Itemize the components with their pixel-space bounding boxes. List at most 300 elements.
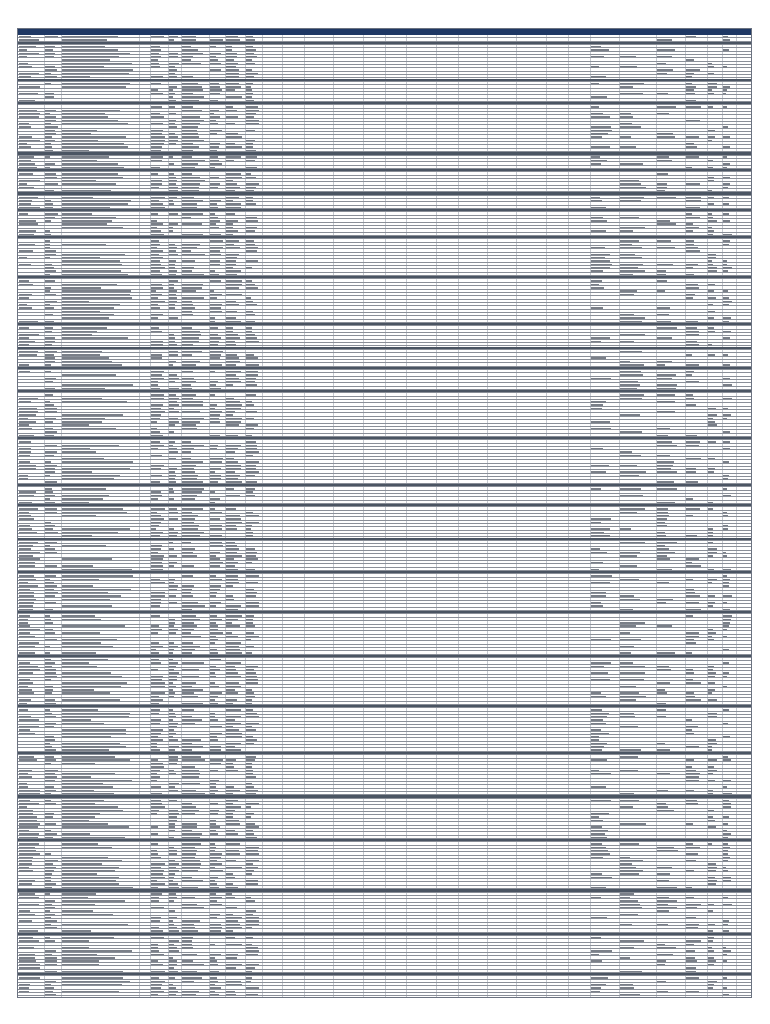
cell-text-placeholder (19, 327, 29, 329)
cell-text-placeholder (62, 813, 101, 815)
cell-text-placeholder (246, 558, 257, 560)
cell-text-placeholder (657, 960, 666, 962)
cell-text-placeholder (182, 314, 192, 316)
cell-text-placeholder (246, 830, 253, 832)
cell-text-placeholder (226, 820, 238, 822)
cell-text-placeholder (182, 532, 203, 534)
cell-text-placeholder (708, 987, 713, 989)
cell-text-placeholder (657, 455, 671, 457)
cell-text-placeholder (246, 689, 252, 691)
cell-text-placeholder (246, 86, 251, 88)
cell-text-placeholder (19, 284, 33, 286)
cell-text-placeholder (169, 666, 176, 668)
cell-text-placeholder (620, 240, 639, 242)
cell-text-placeholder (210, 468, 221, 470)
cell-text-placeholder (151, 803, 162, 805)
cell-text-placeholder (169, 317, 178, 319)
cell-text-placeholder (182, 398, 192, 400)
cell-text-placeholder (708, 270, 717, 272)
cell-text-placeholder (723, 780, 732, 782)
cell-text-placeholder (246, 100, 254, 102)
cell-text-placeholder (246, 200, 253, 202)
cell-text-placeholder (246, 177, 256, 179)
cell-text-placeholder (182, 213, 202, 215)
cell-text-placeholder (226, 327, 233, 329)
cell-text-placeholder (182, 146, 199, 148)
cell-text-placeholder (657, 190, 665, 192)
cell-text-placeholder (182, 960, 192, 962)
cell-text-placeholder (45, 250, 57, 252)
cell-text-placeholder (62, 619, 102, 621)
cell-text-placeholder (226, 334, 238, 336)
cell-text-placeholder (169, 562, 177, 564)
cell-text-placeholder (591, 264, 612, 266)
cell-text-placeholder (182, 676, 199, 678)
cell-text-placeholder (151, 793, 162, 795)
cell-text-placeholder (169, 287, 174, 289)
cell-text-placeholder (210, 481, 219, 483)
cell-text-placeholder (169, 595, 175, 597)
cell-text-placeholder (151, 646, 163, 648)
cell-text-placeholder (19, 646, 35, 648)
cell-text-placeholder (226, 605, 240, 607)
cell-text-placeholder (226, 743, 241, 745)
cell-text-placeholder (19, 893, 35, 895)
cell-text-placeholder (723, 260, 728, 262)
cell-text-placeholder (657, 548, 670, 550)
cell-text-placeholder (151, 287, 163, 289)
cell-text-placeholder (45, 716, 56, 718)
cell-text-placeholder (45, 589, 54, 591)
cell-text-placeholder (246, 217, 257, 219)
cell-text-placeholder (151, 780, 157, 782)
cell-text-placeholder (182, 682, 196, 684)
cell-text-placeholder (723, 977, 727, 979)
cell-text-placeholder (19, 408, 37, 410)
cell-text-placeholder (708, 267, 717, 269)
cell-text-placeholder (686, 230, 693, 232)
cell-text-placeholder (686, 759, 694, 761)
cell-text-placeholder (686, 726, 698, 728)
cell-text-placeholder (657, 652, 675, 654)
cell-text-placeholder (19, 307, 32, 309)
cell-text-placeholder (708, 552, 717, 554)
cell-text-placeholder (210, 116, 220, 118)
cell-text-placeholder (169, 816, 177, 818)
cell-text-placeholder (210, 857, 222, 859)
cell-text-placeholder (182, 743, 192, 745)
cell-text-placeholder (45, 987, 54, 989)
cell-text-placeholder (210, 150, 218, 152)
cell-text-placeholder (210, 89, 222, 91)
cell-text-placeholder (246, 327, 252, 329)
cell-text-placeholder (226, 803, 232, 805)
cell-text-placeholder (169, 361, 176, 363)
cell-text-placeholder (182, 652, 192, 654)
cell-text-placeholder (45, 508, 58, 510)
cell-text-placeholder (62, 897, 89, 899)
cell-text-placeholder (686, 579, 693, 581)
cell-text-placeholder (62, 873, 98, 875)
cell-text-placeholder (246, 977, 252, 979)
cell-text-placeholder (620, 264, 643, 266)
cell-text-placeholder (686, 227, 699, 229)
cell-text-placeholder (708, 424, 717, 426)
cell-text-placeholder (45, 867, 56, 869)
cell-text-placeholder (708, 471, 714, 473)
cell-text-placeholder (620, 800, 639, 802)
cell-text-placeholder (169, 270, 177, 272)
cell-text-placeholder (620, 555, 637, 557)
cell-text-placeholder (182, 803, 191, 805)
cell-text-placeholder (62, 384, 133, 386)
cell-text-placeholder (62, 558, 113, 560)
cell-text-placeholder (19, 699, 31, 701)
cell-text-placeholder (151, 173, 158, 175)
cell-text-placeholder (19, 465, 36, 467)
cell-text-placeholder (45, 421, 53, 423)
cell-text-placeholder (151, 515, 161, 517)
cell-text-placeholder (182, 327, 192, 329)
cell-text-placeholder (169, 441, 175, 443)
cell-text-placeholder (708, 950, 714, 952)
cell-text-placeholder (620, 257, 642, 259)
cell-text-placeholder (45, 394, 53, 396)
cell-text-placeholder (45, 304, 50, 306)
cell-text-placeholder (591, 46, 602, 48)
cell-text-placeholder (620, 180, 639, 182)
cell-text-placeholder (182, 130, 196, 132)
cell-text-placeholder (708, 284, 715, 286)
cell-text-placeholder (226, 411, 235, 413)
cell-text-placeholder (246, 468, 255, 470)
cell-text-placeholder (226, 280, 241, 282)
cell-text-placeholder (19, 160, 31, 162)
cell-text-placeholder (169, 123, 174, 125)
cell-text-placeholder (45, 532, 58, 534)
cell-text-placeholder (45, 428, 53, 430)
cell-text-placeholder (182, 629, 194, 631)
cell-text-placeholder (182, 857, 195, 859)
cell-text-placeholder (620, 666, 645, 668)
cell-text-placeholder (19, 625, 30, 627)
cell-text-placeholder (686, 394, 693, 396)
cell-text-placeholder (62, 659, 109, 661)
cell-text-placeholder (19, 860, 32, 862)
cell-text-placeholder (210, 984, 215, 986)
cell-text-placeholder (62, 877, 120, 879)
cell-text-placeholder (62, 177, 124, 179)
cell-text-placeholder (182, 686, 192, 688)
cell-text-placeholder (708, 672, 716, 674)
cell-text-placeholder (210, 793, 216, 795)
cell-text-placeholder (686, 957, 695, 959)
cell-text-placeholder (246, 418, 254, 420)
cell-text-placeholder (62, 713, 130, 715)
cell-text-placeholder (151, 267, 165, 269)
cell-text-placeholder (246, 569, 255, 571)
cell-text-placeholder (182, 223, 201, 225)
cell-text-placeholder (210, 404, 217, 406)
cell-text-placeholder (210, 739, 218, 741)
cell-text-placeholder (708, 639, 714, 641)
cell-text-placeholder (723, 264, 728, 266)
cell-text-placeholder (182, 592, 191, 594)
cell-text-placeholder (686, 589, 694, 591)
cell-text-placeholder (169, 86, 177, 88)
cell-text-placeholder (169, 488, 173, 490)
cell-text-placeholder (210, 981, 219, 983)
cell-text-placeholder (657, 873, 670, 875)
cell-text-placeholder (226, 421, 241, 423)
cell-text-placeholder (182, 548, 195, 550)
cell-text-placeholder (19, 770, 32, 772)
cell-text-placeholder (62, 823, 109, 825)
cell-text-placeholder (686, 89, 694, 91)
cell-text-placeholder (591, 465, 609, 467)
cell-text-placeholder (708, 532, 713, 534)
cell-text-placeholder (226, 692, 237, 694)
cell-text-placeholder (182, 481, 203, 483)
cell-text-placeholder (62, 780, 132, 782)
cell-text-placeholder (19, 669, 40, 671)
cell-text-placeholder (19, 334, 39, 336)
cell-text-placeholder (246, 783, 251, 785)
cell-text-placeholder (62, 950, 132, 952)
cell-text-placeholder (723, 662, 729, 664)
cell-text-placeholder (657, 374, 677, 376)
cell-text-placeholder (708, 793, 713, 795)
cell-text-placeholder (246, 451, 258, 453)
cell-text-placeholder (19, 954, 35, 956)
cell-text-placeholder (723, 816, 729, 818)
cell-text-placeholder (686, 267, 693, 269)
cell-text-placeholder (45, 686, 53, 688)
cell-text-placeholder (723, 622, 731, 624)
cell-text-placeholder (169, 213, 178, 215)
cell-text-placeholder (246, 756, 255, 758)
cell-text-placeholder (708, 414, 717, 416)
cell-text-placeholder (708, 940, 713, 942)
cell-text-placeholder (210, 632, 223, 634)
cell-text-placeholder (45, 679, 52, 681)
cell-text-placeholder (246, 833, 254, 835)
cell-text-placeholder (169, 649, 174, 651)
cell-text-placeholder (45, 502, 56, 504)
cell-text-placeholder (210, 853, 223, 855)
cell-text-placeholder (686, 887, 692, 889)
cell-text-placeholder (591, 267, 610, 269)
cell-text-placeholder (19, 880, 35, 882)
cell-text-placeholder (19, 36, 31, 38)
cell-text-placeholder (591, 83, 600, 85)
cell-text-placeholder (62, 63, 133, 65)
cell-text-placeholder (19, 853, 40, 855)
cell-text-placeholder (62, 615, 96, 617)
cell-text-placeholder (210, 823, 217, 825)
cell-text-placeholder (226, 69, 238, 71)
cell-text-placeholder (19, 548, 31, 550)
cell-text-placeholder (151, 223, 163, 225)
cell-text-placeholder (723, 582, 730, 584)
cell-text-placeholder (169, 133, 175, 135)
cell-text-placeholder (210, 575, 217, 577)
cell-text-placeholder (45, 773, 55, 775)
cell-text-placeholder (210, 669, 220, 671)
cell-text-placeholder (226, 937, 235, 939)
cell-text-placeholder (151, 274, 162, 276)
cell-text-placeholder (657, 247, 675, 249)
cell-text-placeholder (620, 321, 642, 323)
cell-text-placeholder (246, 679, 257, 681)
cell-text-placeholder (657, 197, 676, 199)
cell-text-placeholder (169, 481, 175, 483)
cell-text-placeholder (151, 937, 164, 939)
cell-text-placeholder (151, 709, 160, 711)
cell-text-placeholder (62, 173, 118, 175)
cell-text-placeholder (620, 994, 640, 996)
cell-text-placeholder (182, 404, 203, 406)
cell-text-placeholder (226, 907, 237, 909)
cell-text-placeholder (45, 776, 58, 778)
cell-text-placeholder (19, 930, 38, 932)
cell-text-placeholder (45, 207, 53, 209)
cell-text-placeholder (62, 317, 109, 319)
cell-text-placeholder (45, 652, 50, 654)
cell-text-placeholder (723, 478, 729, 480)
cell-text-placeholder (151, 602, 161, 604)
cell-text-placeholder (19, 619, 28, 621)
cell-text-placeholder (723, 290, 729, 292)
cell-text-placeholder (591, 106, 599, 108)
cell-text-placeholder (169, 404, 178, 406)
cell-text-placeholder (210, 498, 220, 500)
cell-text-placeholder (19, 136, 32, 138)
cell-text-placeholder (686, 156, 699, 158)
cell-text-placeholder (151, 887, 158, 889)
cell-text-placeholder (686, 364, 699, 366)
cell-text-placeholder (657, 220, 671, 222)
cell-text-placeholder (182, 428, 197, 430)
cell-text-placeholder (657, 535, 666, 537)
cell-text-placeholder (246, 120, 258, 122)
cell-text-placeholder (151, 857, 161, 859)
cell-text-placeholder (62, 327, 107, 329)
cell-text-placeholder (657, 569, 672, 571)
cell-text-placeholder (19, 244, 35, 246)
cell-text-placeholder (19, 786, 28, 788)
cell-text-placeholder (246, 947, 258, 949)
cell-text-placeholder (226, 733, 241, 735)
cell-text-placeholder (19, 883, 32, 885)
cell-text-placeholder (169, 304, 175, 306)
cell-text-placeholder (246, 847, 259, 849)
cell-text-placeholder (723, 234, 732, 236)
cell-text-placeholder (169, 887, 178, 889)
cell-text-placeholder (182, 421, 200, 423)
cell-text-placeholder (708, 508, 713, 510)
cell-text-placeholder (210, 220, 220, 222)
cell-text-placeholder (169, 924, 174, 926)
cell-text-placeholder (182, 880, 203, 882)
cell-text-placeholder (182, 331, 200, 333)
cell-text-placeholder (246, 773, 253, 775)
cell-text-placeholder (62, 468, 131, 470)
cell-text-placeholder (708, 766, 714, 768)
cell-text-placeholder (151, 244, 160, 246)
cell-text-placeholder (657, 441, 672, 443)
cell-text-placeholder (169, 759, 177, 761)
cell-text-placeholder (182, 461, 202, 463)
cell-text-placeholder (226, 381, 241, 383)
cell-text-placeholder (591, 254, 610, 256)
cell-text-placeholder (246, 793, 256, 795)
cell-text-placeholder (226, 187, 239, 189)
cell-text-placeholder (210, 545, 223, 547)
cell-text-placeholder (226, 569, 238, 571)
cell-text-placeholder (19, 914, 35, 916)
cell-text-placeholder (19, 652, 35, 654)
cell-text-placeholder (19, 960, 36, 962)
cell-text-placeholder (591, 136, 602, 138)
cell-text-placeholder (45, 900, 55, 902)
cell-text-placeholder (19, 589, 30, 591)
table-row (18, 993, 751, 996)
cell-text-placeholder (182, 270, 192, 272)
spreadsheet-table (17, 28, 752, 998)
cell-text-placeholder (182, 770, 198, 772)
cell-text-placeholder (708, 421, 715, 423)
cell-text-placeholder (45, 666, 52, 668)
cell-text-placeholder (19, 110, 37, 112)
cell-text-placeholder (686, 36, 696, 38)
cell-text-placeholder (45, 565, 57, 567)
cell-text-placeholder (62, 197, 94, 199)
cell-text-placeholder (45, 468, 55, 470)
cell-text-placeholder (62, 729, 127, 731)
cell-text-placeholder (686, 197, 700, 199)
cell-text-placeholder (182, 495, 196, 497)
cell-text-placeholder (169, 696, 173, 698)
cell-text-placeholder (62, 826, 129, 828)
cell-text-placeholder (620, 843, 639, 845)
cell-text-placeholder (210, 977, 218, 979)
cell-text-placeholder (210, 371, 216, 373)
cell-text-placeholder (657, 240, 671, 242)
cell-text-placeholder (19, 947, 34, 949)
cell-text-placeholder (182, 96, 204, 98)
cell-text-placeholder (723, 920, 729, 922)
cell-text-placeholder (226, 719, 234, 721)
cell-text-placeholder (708, 140, 712, 142)
cell-text-placeholder (45, 173, 56, 175)
cell-text-placeholder (723, 723, 729, 725)
cell-text-placeholder (226, 465, 240, 467)
cell-text-placeholder (62, 632, 101, 634)
cell-text-placeholder (210, 790, 218, 792)
cell-text-placeholder (226, 448, 238, 450)
cell-text-placeholder (686, 183, 700, 185)
cell-text-placeholder (151, 431, 160, 433)
cell-text-placeholder (62, 893, 97, 895)
cell-text-placeholder (246, 435, 252, 437)
cell-text-placeholder (686, 853, 698, 855)
cell-text-placeholder (19, 847, 35, 849)
cell-text-placeholder (45, 123, 51, 125)
cell-text-placeholder (246, 786, 254, 788)
cell-text-placeholder (182, 535, 199, 537)
cell-text-placeholder (657, 461, 675, 463)
